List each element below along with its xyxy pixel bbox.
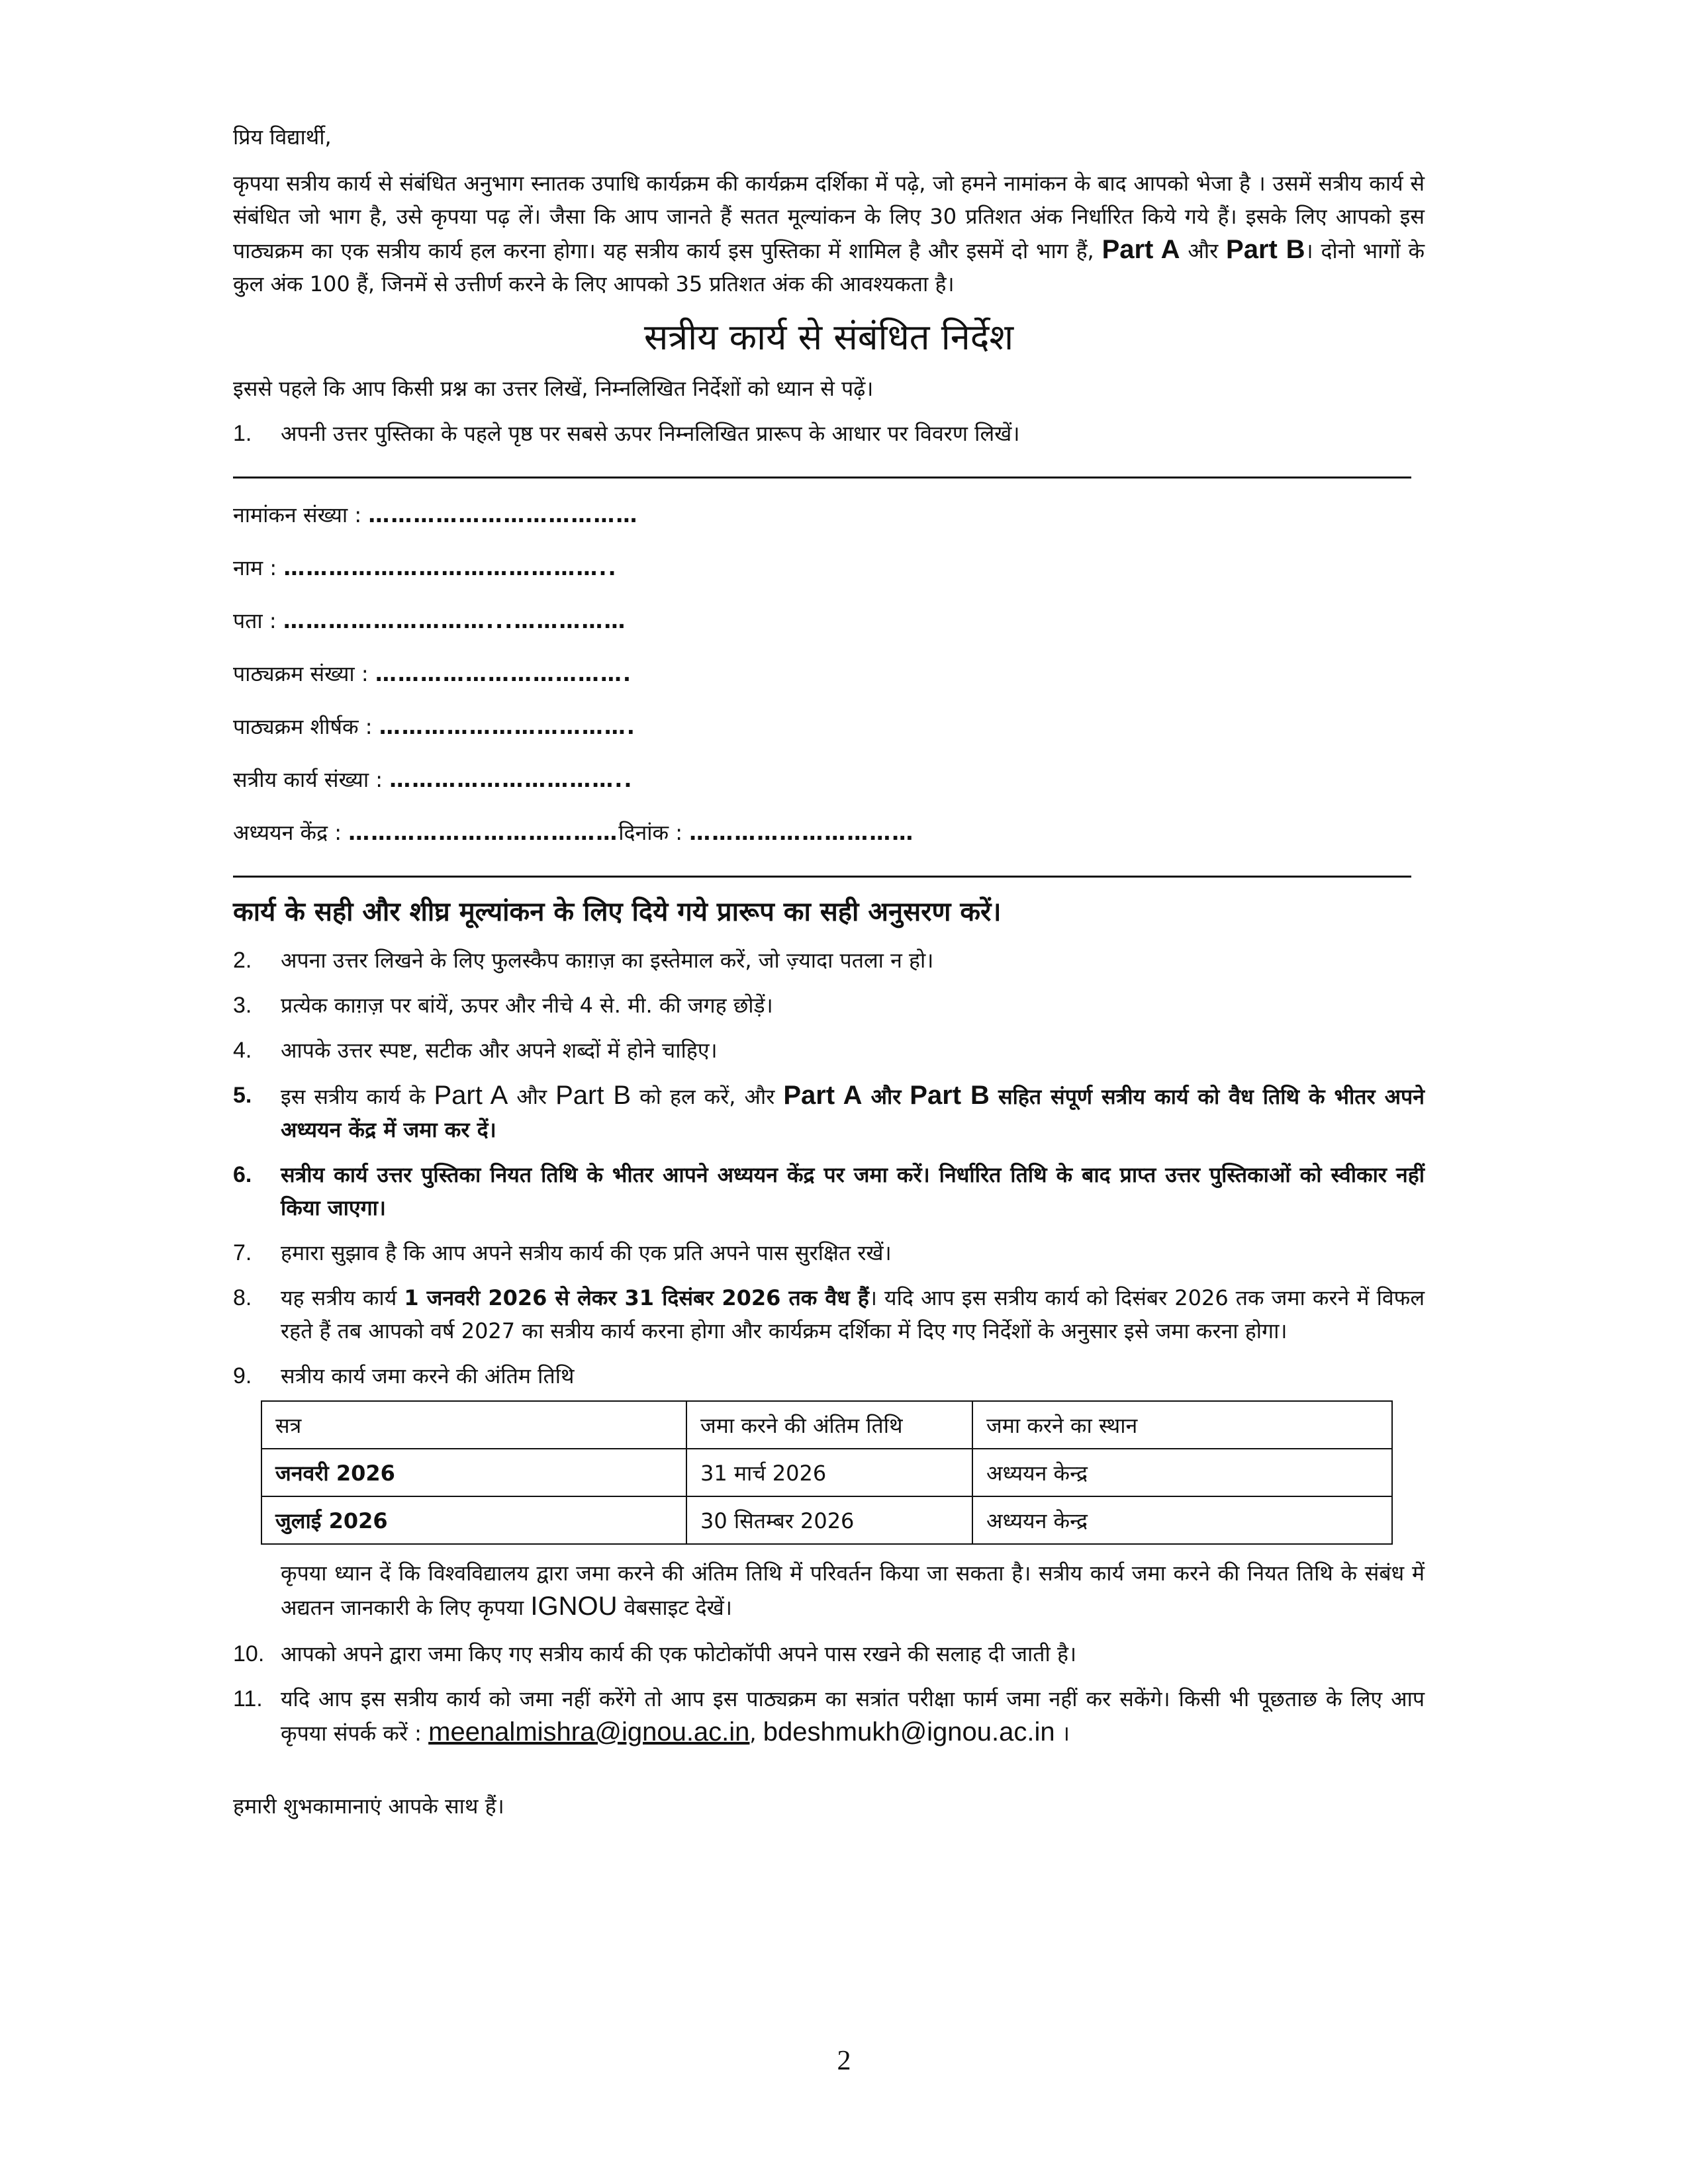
table-cell: अध्ययन केन्द्र [972, 1496, 1392, 1544]
study-centre-label: अध्ययन केंद्र : [233, 820, 342, 845]
address-label: पता : [233, 608, 277, 633]
form-row-enrollment [233, 498, 1425, 531]
divider-top [233, 477, 1411, 478]
item-number: 3. [233, 993, 252, 1018]
date-blank: ………………………… [689, 820, 915, 845]
item5-and-1: और [516, 1084, 547, 1109]
intro-paragraph [233, 167, 1425, 300]
item-text [281, 1079, 1425, 1146]
item5-text-2: को हल करें, और [639, 1084, 775, 1109]
item-text: हमारा सुझाव है कि आप अपने सत्रीय कार्य की एक प्रति अपने पास सुरक्षित रखें। [281, 1240, 892, 1265]
page-number: 2 [837, 2046, 851, 2076]
enrollment-blank: ……………………………… [368, 502, 639, 527]
course-title-blank: ……………………………. [379, 714, 636, 739]
item-text: सत्रीय कार्य उत्तर पुस्तिका नियत तिथि के भीतर आपने अध्ययन केंद्र पर जमा करें। निर्धारित तिथि के बाद प्राप्त उत्तर पुस्तिकाओं को स्वीकार नहीं किया जाएगा। [281, 1162, 1425, 1220]
table-cell: जनवरी 2026 [261, 1449, 686, 1496]
item11-end: । [1061, 1721, 1070, 1746]
date-label: दिनांक : [618, 820, 683, 845]
item-text: अपना उत्तर लिखने के लिए फुलस्कैप काग़ज़ का इस्तेमाल करें, जो ज़्यादा पतला न हो। [281, 948, 934, 973]
divider-bottom [233, 876, 1411, 878]
form-row-study-centre [233, 816, 1425, 849]
instruction-item-6 [233, 1158, 1425, 1224]
instruction-item-11 [233, 1682, 1425, 1750]
item8-text-1: यह सत्रीय कार्य [281, 1285, 397, 1310]
course-code-label: पाठ्यक्रम संख्या : [233, 661, 369, 686]
form-row-address [233, 604, 1425, 637]
table-note-ignou: IGNOU [530, 1592, 618, 1621]
item5-and-2: और [870, 1084, 902, 1109]
intro-part-b: Part B [1226, 235, 1305, 264]
instruction-item-3 [233, 989, 1425, 1022]
item8-text-2: । यदि आप इस सत्रीय कार्य को दिसंबर 2026 तक जमा करने में विफल रहते हैं तब आपको वर्ष 2027 का सत्रीय कार्य करना होगा और कार्यक्रम दर्शिका में दिए गए निर्देशों के अनुसार इसे जमा करना होगा। [281, 1285, 1425, 1343]
item11-comma: , [749, 1721, 757, 1746]
form-row-course-code [233, 657, 1425, 690]
item-number: 7. [233, 1240, 252, 1265]
details-form [233, 498, 1425, 849]
format-note: कार्य के सही और शीघ्र मूल्यांकन के लिए दिये गये प्रारूप का सही अनुसरण करें। [233, 897, 1002, 927]
table-header-cell: जमा करने की अंतिम तिथि [686, 1401, 972, 1449]
instruction-item-8 [233, 1281, 1425, 1347]
item5-part-a-bold: Part A [783, 1081, 863, 1110]
item-text: आपके उत्तर स्पष्ट, सटीक और अपने शब्दों में होने चाहिए। [281, 1038, 718, 1063]
item5-text-1: इस सत्रीय कार्य के [281, 1084, 426, 1109]
intro-text-1: कृपया सत्रीय कार्य से संबंधित अनुभाग स्नातक उपाधि कार्यक्रम की कार्यक्रम दर्शिका में पढ़े, जो हमने नामांकन के बाद आपको भेजा है । उसमें सत्रीय कार्य से संबंधित जो भाग है, उसे कृपया पढ़ लें। जैसा कि आप जानते हैं सतत मूल्यांकन के लिए 30 प्रतिशत अंक निर्धारित किये गये हैं। इसके लिए आपको इस पाठ्यक्रम का एक सत्रीय कार्य हल करना होगा। यह सत्रीय कार्य इस पुस्तिका में शामिल है और इसमें दो भाग हैं, [233, 171, 1425, 263]
instruction-item-5 [233, 1079, 1425, 1146]
table-cell: 31 मार्च 2026 [686, 1449, 972, 1496]
course-title-label: पाठ्यक्रम शीर्षक : [233, 714, 373, 739]
table-note-text-1: कृपया ध्यान दें कि विश्वविद्यालय द्वारा जमा करने की अंतिम तिथि में परिवर्तन किया जा सकता है। सत्रीय कार्य जमा करने की नियत तिथि के संबंध में अद्यतन जानकारी के लिए कृपया [281, 1561, 1425, 1620]
table-row [261, 1496, 1392, 1544]
name-blank: …………………………………….. [283, 555, 618, 580]
item-number: 6. [233, 1162, 252, 1187]
table-cell: जुलाई 2026 [261, 1496, 686, 1544]
form-row-name [233, 551, 1425, 584]
closing-line: हमारी शुभकामानाएं आपके साथ हैं। [233, 1794, 504, 1819]
item-number: 11. [233, 1686, 263, 1711]
table-cell: अध्ययन केन्द्र [972, 1449, 1392, 1496]
item-number: 8. [233, 1285, 252, 1310]
submission-table [261, 1400, 1393, 1545]
instruction-item-2 [233, 944, 1425, 977]
item-text: सत्रीय कार्य जमा करने की अंतिम तिथि [281, 1363, 575, 1388]
instruction-item-9 [233, 1359, 1425, 1392]
item-number: 10. [233, 1641, 265, 1666]
item5-part-b-bold: Part B [910, 1081, 990, 1110]
item5-part-b: Part B [555, 1081, 632, 1110]
intro-and: और [1188, 238, 1219, 263]
table-header-row [261, 1401, 1392, 1449]
assignment-no-label: सत्रीय कार्य संख्या : [233, 767, 383, 792]
form-row-course-title [233, 710, 1425, 743]
table-cell: 30 सितम्बर 2026 [686, 1496, 972, 1544]
document-page [233, 120, 1425, 1844]
item-number: 4. [233, 1038, 252, 1063]
form-row-assignment-no [233, 763, 1425, 796]
enrollment-label: नामांकन संख्या : [233, 502, 362, 527]
intro-text-2: । दोनो भागों के कुल अंक 100 हैं, जिनमें से उत्तीर्ण करने के लिए आपको 35 प्रतिशत अंक की आवश्यकता है। [233, 238, 1425, 296]
table-note-text-2: वेबसाइट देखें। [624, 1595, 732, 1620]
table-row [261, 1449, 1392, 1496]
item-number: 1. [233, 421, 252, 446]
item5-part-a: Part A [434, 1081, 508, 1110]
table-note [281, 1557, 1425, 1624]
email-link-2[interactable]: bdeshmukh@ignou.ac.in [763, 1717, 1055, 1747]
name-label: नाम : [233, 555, 277, 580]
item-text: प्रत्येक काग़ज़ पर बांयें, ऊपर और नीचे 4 से. मी. की जगह छोड़ें। [281, 993, 773, 1018]
instruction-item-4 [233, 1034, 1425, 1067]
email-link-1[interactable]: meenalmishra@ignou.ac.in [428, 1717, 750, 1747]
table-header-cell: जमा करने का स्थान [972, 1401, 1392, 1449]
item-number: 5. [233, 1083, 252, 1108]
item8-validity: 1 जनवरी 2026 से लेकर 31 दिसंबर 2026 तक वैध हैं [404, 1285, 869, 1310]
instructions-intro: इससे पहले कि आप किसी प्रश्न का उत्तर लिखें, निम्नलिखित निर्देशों को ध्यान से पढ़ें। [233, 376, 874, 401]
instruction-item-7 [233, 1236, 1425, 1269]
item-number: 2. [233, 948, 252, 973]
intro-part-a: Part A [1102, 235, 1180, 264]
item5-text-3: सहित संपूर्ण सत्रीय कार्य को वैध तिथि के भीतर अपने अध्ययन केंद्र में जमा कर दें। [281, 1084, 1425, 1142]
item-number: 9. [233, 1363, 252, 1388]
item-text [281, 1682, 1425, 1750]
instruction-item-1 [233, 417, 1425, 450]
item-text: आपको अपने द्वारा जमा किए गए सत्रीय कार्य की एक फोटोकॉपी अपने पास रखने की सलाह दी जाती है। [281, 1641, 1077, 1666]
item-text [281, 1281, 1425, 1347]
item-text: अपनी उत्तर पुस्तिका के पहले पृष्ठ पर सबसे ऊपर निम्नलिखित प्रारूप के आधार पर विवरण लिखें। [281, 421, 1020, 446]
instruction-item-10 [233, 1637, 1425, 1670]
course-code-blank: ……………………………. [375, 661, 632, 686]
assignment-no-blank: ………………………….. [389, 767, 633, 792]
salutation: प्रिय विद्यार्थी, [233, 124, 332, 150]
table-header-cell: सत्र [261, 1401, 686, 1449]
study-centre-blank: ……………………………… [348, 820, 619, 845]
address-blank: ………………………...…………… [283, 608, 627, 633]
page-heading: सत्रीय कार्य से संबंधित निर्देश [643, 316, 1014, 358]
item11-text: यदि आप इस सत्रीय कार्य को जमा नहीं करेंगे तो आप इस पाठ्यक्रम का सत्रांत परीक्षा फार्म जमा नहीं कर सकेंगे। किसी भी पूछताछ के लिए आप कृपया संपर्क करें : [281, 1686, 1425, 1746]
